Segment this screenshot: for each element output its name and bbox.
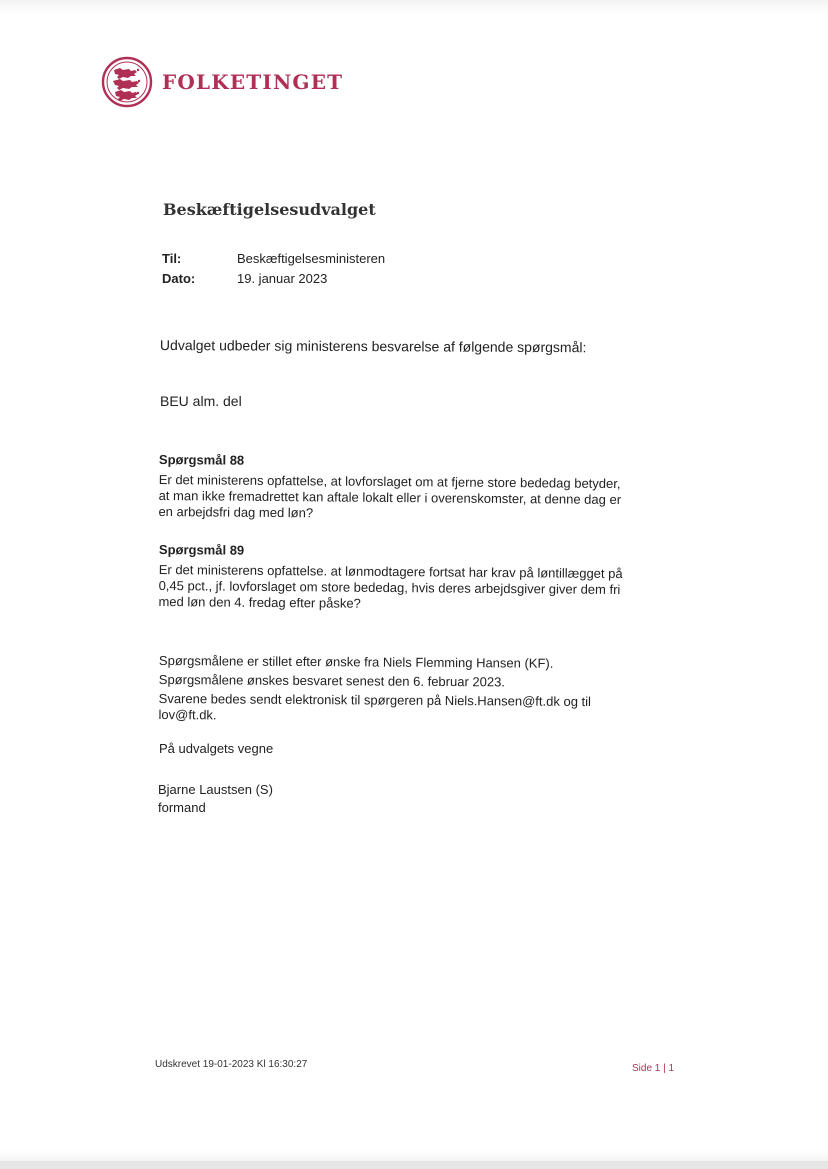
question-text: Er det ministerens opfattelse. at lønmodtagere fortsat har krav på løntillægget på 0,45 pct., jf. lovforslaget om store bededag, hvis deres arbejdsgiver giver dem fri med løn den 4. fredag efter påske? <box>158 561 623 611</box>
intro-text: Udvalget udbeder sig ministerens besvarelse af følgende spørgsmål: <box>159 337 587 356</box>
scan-edge <box>0 1161 828 1169</box>
folketinget-logo <box>101 55 343 109</box>
note-line: Spørgsmålene ønskes besvaret senest den 6. februar 2023. <box>158 671 505 690</box>
note-line: Svarene bedes sendt elektronisk til spørgeren på Niels.Hansen@ft.dk og til lov@ft.dk. <box>158 690 592 723</box>
question-89 <box>158 542 629 614</box>
sign-off: På udvalgets vegne <box>159 741 274 756</box>
note-line: Spørgsmålene er stillet efter ønske fra Niels Flemming Hansen (KF). <box>158 653 554 671</box>
question-text: Er det ministerens opfattelse, at lovforslaget om at fjerne store bededag betyder, at man ikke fremadrettet kan aftale lokalt eller i overenskomster, at denne dag er en arbejdsfri dag med løn? <box>158 471 622 521</box>
committee-title: Beskæftigelsesudvalget <box>163 200 376 219</box>
date-label: Dato: <box>162 271 196 286</box>
meta-date-row <box>162 269 385 289</box>
meta-to-row <box>162 249 385 269</box>
to-label: Til: <box>162 251 182 266</box>
signature-block <box>158 781 273 817</box>
reference-text: BEU alm. del <box>160 393 242 409</box>
folketinget-crest-icon <box>101 55 153 109</box>
question-title: Spørgsmål 89 <box>158 542 245 558</box>
logo-text: FOLKETINGET <box>162 70 344 94</box>
question-88 <box>158 452 629 524</box>
question-title: Spørgsmål 88 <box>158 452 245 468</box>
signatory-name: Bjarne Laustsen (S) <box>158 782 273 797</box>
printed-timestamp: Udskrevet 19-01-2023 Kl 16:30:27 <box>155 1059 308 1070</box>
signatory-role: formand <box>158 800 206 815</box>
letter-meta <box>162 249 385 289</box>
to-value: Beskæftigelsesministeren <box>237 251 386 266</box>
notes-block <box>158 653 628 729</box>
page-number: Side 1 | 1 <box>632 1063 675 1074</box>
date-value: 19. januar 2023 <box>237 271 328 286</box>
